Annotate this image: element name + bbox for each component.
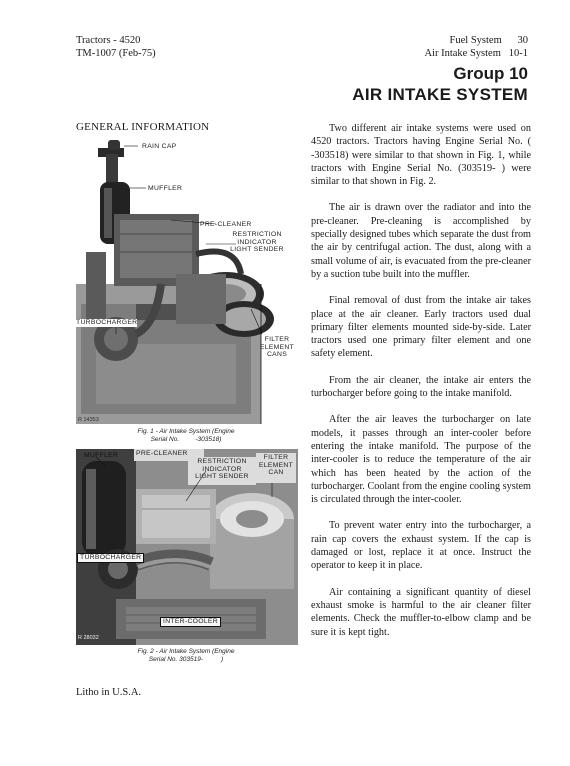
label-pre-cleaner: PRE-CLEANER bbox=[200, 221, 252, 228]
group-title: AIR INTAKE SYSTEM bbox=[352, 85, 528, 104]
figure-1-caption bbox=[96, 428, 276, 444]
air-intake-photo-early bbox=[76, 134, 300, 424]
label-light-sender-2: LIGHT SENDER bbox=[195, 473, 249, 480]
figure-1-caption-line2: Serial No. -303518) bbox=[150, 436, 222, 443]
figure-2-caption-line1: Fig. 2 - Air Intake System (Engine bbox=[137, 648, 235, 655]
header-left bbox=[76, 34, 156, 60]
paragraph-4: From the air cleaner, the intake air enters the turbocharger before going to the intake manifold. bbox=[311, 374, 531, 400]
label-restriction-indicator-2 bbox=[188, 458, 256, 481]
label-filter-element-cans bbox=[258, 336, 296, 359]
figure-1 bbox=[76, 134, 300, 443]
paragraph-7: Air containing a significant quantity of diesel exhaust smoke is harmful to the air cleaner filter elements. Check the muffler-to-elbow clamp and be sure it is kept tight. bbox=[311, 586, 531, 638]
figure-2-caption bbox=[96, 648, 276, 664]
paragraph-3: Final removal of dust from the intake air takes place at the air cleaner. Early tractors used dual primary filter elements mounted side-by-side. Later tractors used one primary filter element and one safety element. bbox=[311, 295, 531, 360]
paragraph-1: Two different air intake systems were used on 4520 tractors. Tractors having Engine Serial No. ( -303518) were similar to that shown in Fig. 1, while tractors with Engine Serial No. (303519- ) were similar to that shown in Fig. 2. bbox=[311, 123, 531, 188]
label-element-2: ELEMENT bbox=[258, 461, 294, 469]
label-indicator: INDICATOR bbox=[237, 238, 277, 246]
paragraph-2: The air is drawn over the radiator and into the pre-cleaner. Pre-cleaning is accomplished by specially designed tubes which separate the dust from the air by centrifugal action. The dust, along with a small volume of air, is evacuated from the pre-cleaner by a suction tube built into the muffler. bbox=[311, 202, 531, 280]
label-filter-2: FILTER bbox=[263, 454, 289, 461]
figure-2-caption-line2: Serial No. 303519- ) bbox=[148, 656, 224, 663]
label-restriction-indicator bbox=[222, 231, 292, 254]
air-intake-photo-late bbox=[76, 449, 298, 645]
label-indicator-2: INDICATOR bbox=[202, 465, 242, 473]
label-filter-element-can-2 bbox=[256, 454, 296, 477]
figure-1-caption-line1: Fig. 1 - Air Intake System (Engine bbox=[137, 428, 235, 435]
label-element: ELEMENT bbox=[259, 343, 295, 351]
label-rain-cap: RAIN CAP bbox=[142, 143, 177, 150]
label-can-2: CAN bbox=[268, 469, 284, 476]
label-inter-cooler: INTER-COOLER bbox=[160, 617, 221, 627]
body-text bbox=[311, 122, 531, 652]
header-manual-number: TM-1007 (Feb-75) bbox=[76, 48, 156, 59]
header-right bbox=[308, 34, 528, 60]
label-turbocharger-2: TURBOCHARGER bbox=[77, 553, 144, 563]
group-number: Group 10 bbox=[453, 64, 528, 83]
label-restriction-2: RESTRICTION bbox=[197, 458, 247, 465]
paragraph-6: To prevent water entry into the turbocharger, a rain cap covers the exhaust system. If the cap is damaged or lost, replace it at once. Instruct the operator to keep it in place. bbox=[311, 520, 531, 572]
header-model: Tractors - 4520 bbox=[76, 35, 141, 46]
section-heading: GENERAL INFORMATION bbox=[76, 121, 210, 133]
photo-number-2: R 28032 bbox=[78, 635, 99, 641]
photo-number-1: R 14353 bbox=[78, 417, 99, 423]
header-section: Fuel System 30 bbox=[449, 35, 528, 46]
label-muffler-2: MUFFLER bbox=[84, 452, 119, 459]
header-page-number: Air Intake System 10-1 bbox=[424, 48, 528, 59]
footer-print-note: Litho in U.S.A. bbox=[76, 687, 142, 698]
label-restriction: RESTRICTION bbox=[232, 231, 282, 238]
label-muffler: MUFFLER bbox=[148, 185, 183, 192]
label-pre-cleaner-2: PRE-CLEANER bbox=[136, 450, 188, 457]
label-turbocharger: TURBOCHARGER bbox=[76, 319, 138, 326]
figure-2 bbox=[76, 449, 300, 664]
label-light-sender: LIGHT SENDER bbox=[230, 246, 284, 253]
label-filter: FILTER bbox=[264, 336, 290, 343]
label-cans: CANS bbox=[266, 351, 288, 358]
paragraph-5: After the air leaves the turbocharger on late models, it passes through an inter-cooler before entering the intake manifold. The purpose of the inter-cooler is to reduce the temperature of the air which has been heated by the action of the turbocharger. Coolant from the engine cooling system is circulated through the inter-cooler. bbox=[311, 414, 531, 506]
